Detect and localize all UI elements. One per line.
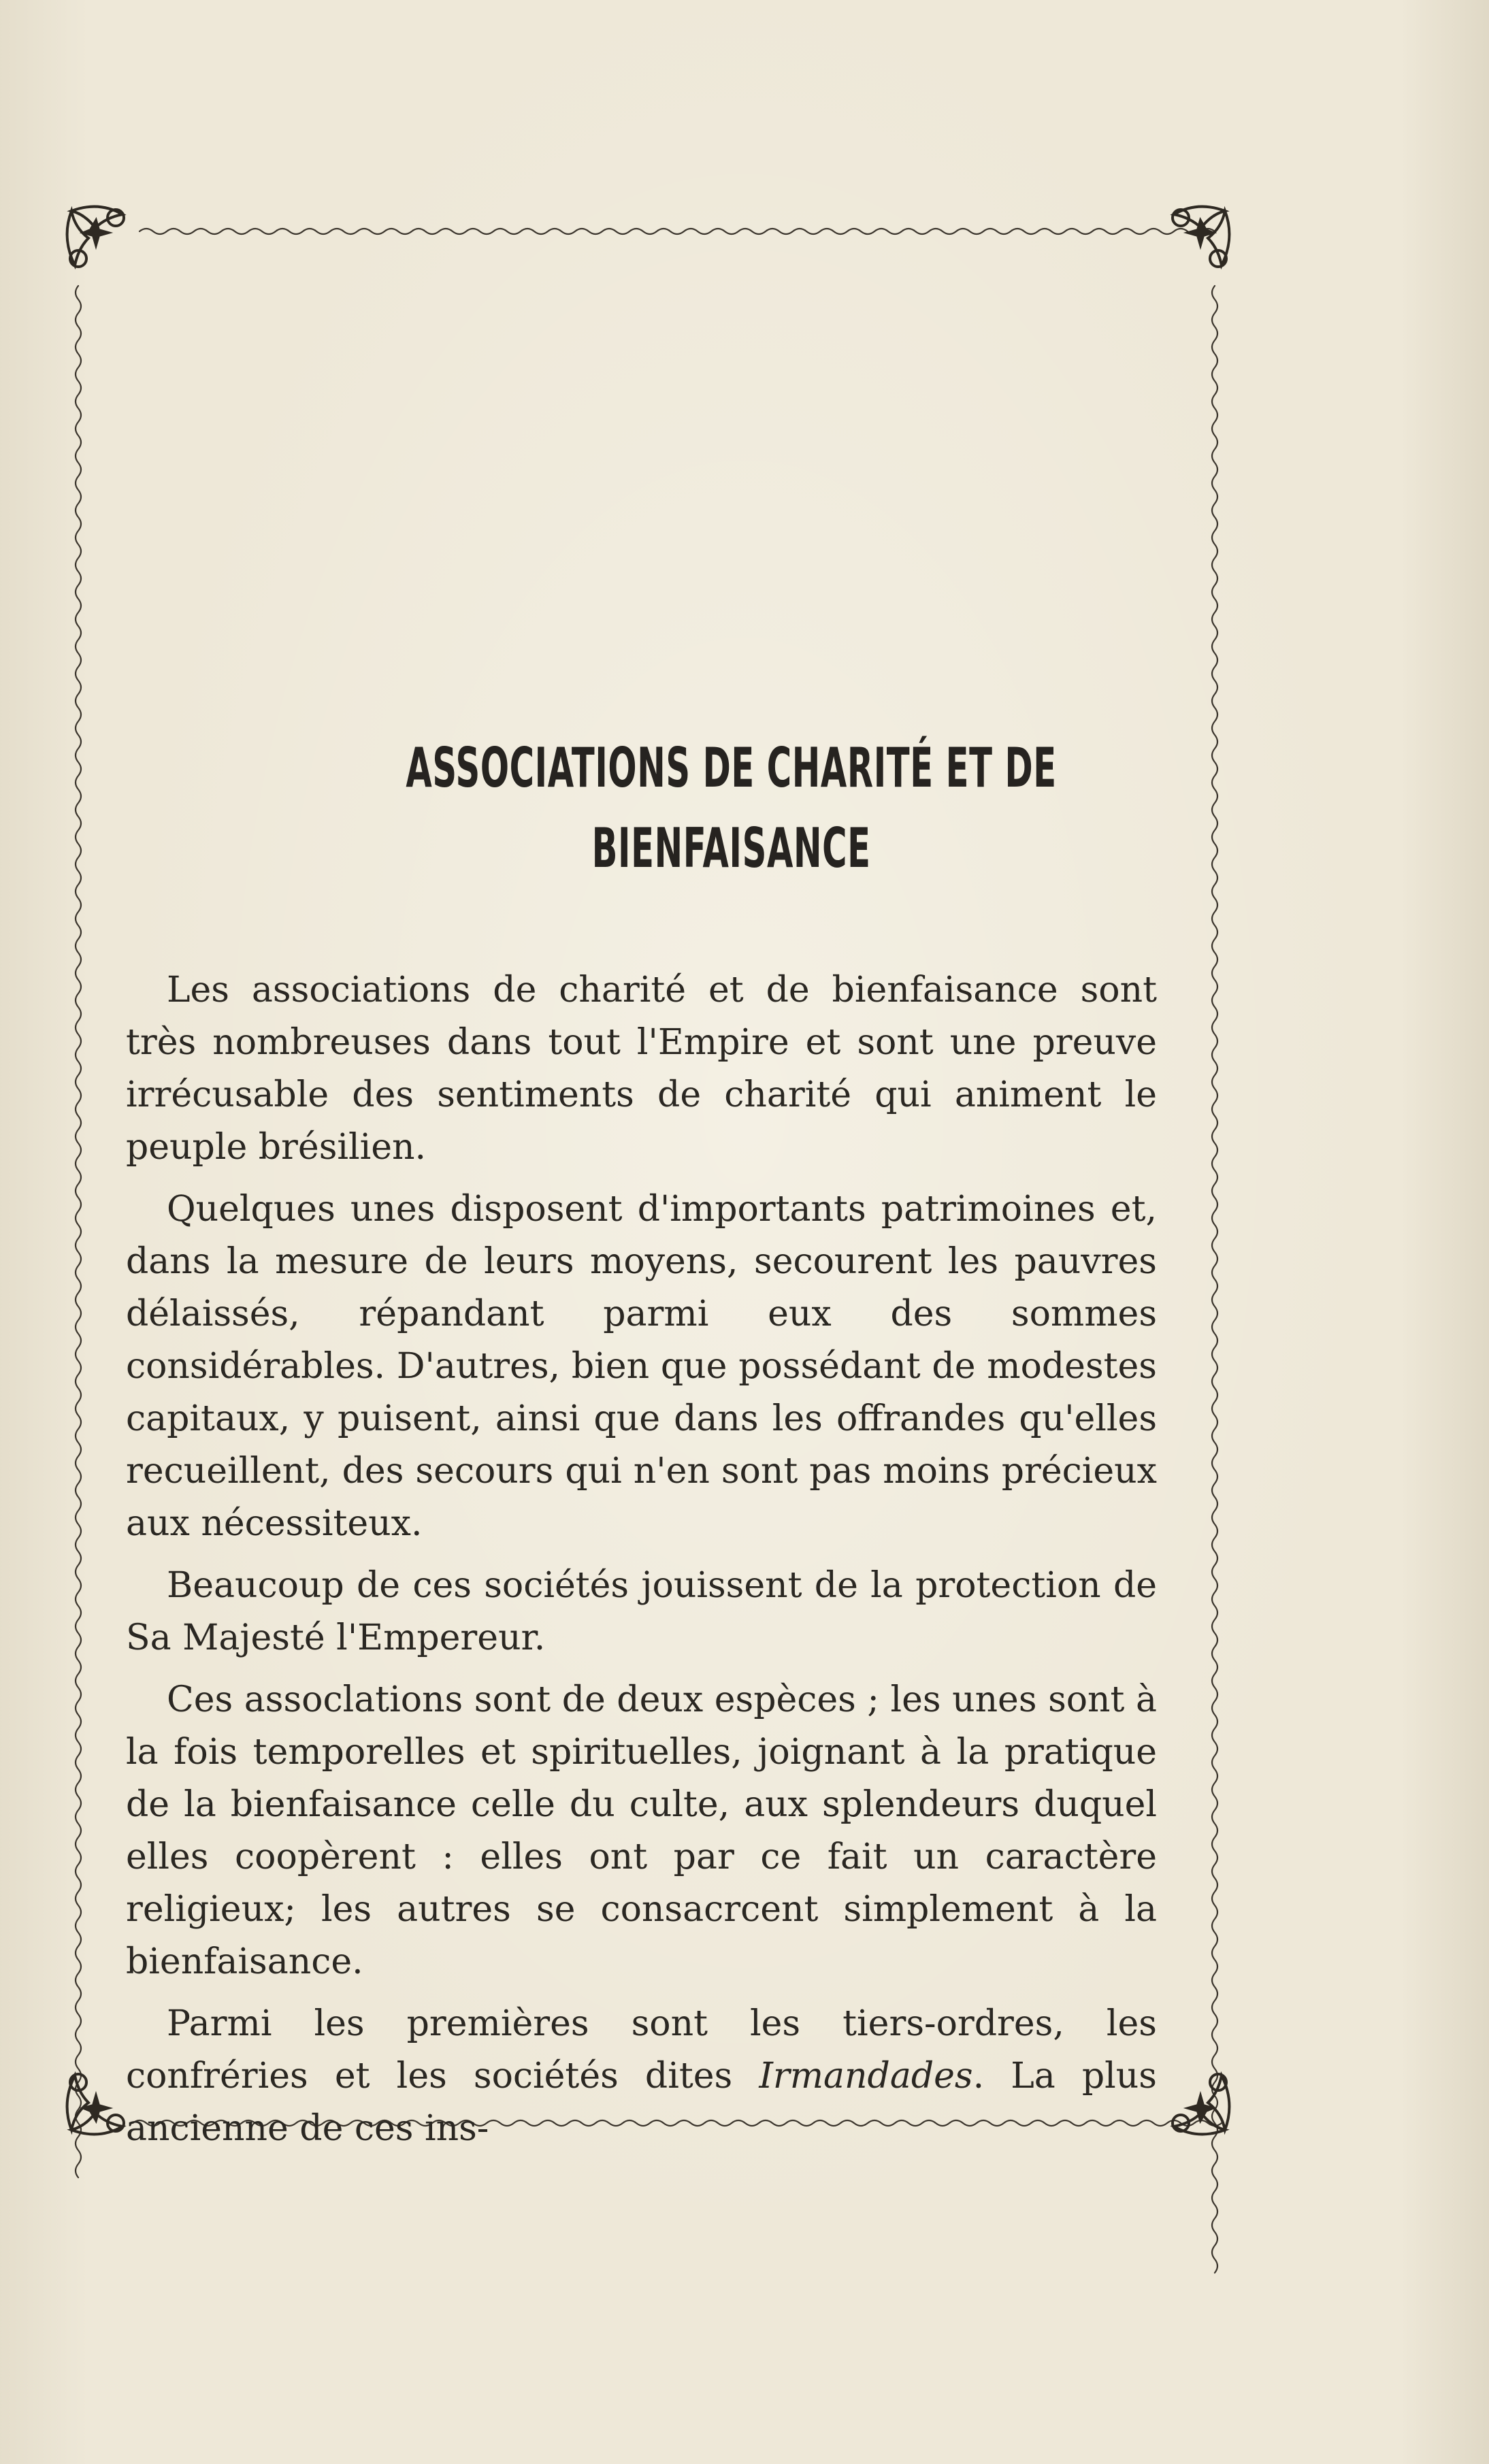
paragraph: Beaucoup de ces sociétés jouissent de la protection de Sa Majesté l'Empereur. bbox=[126, 1565, 1157, 1658]
paragraph: Les associations de charité et de bienfaisance sont très nombreuses dans tout l'Empire et sont une preuve irrécusable des sentiments de charité qui animent le peuple brésilien. bbox=[126, 970, 1157, 1168]
corner-ornament-top-right bbox=[1173, 207, 1229, 267]
corner-ornament-top-left bbox=[67, 207, 124, 267]
right-wavy-rule bbox=[1212, 286, 1217, 2273]
paragraph: Quelques unes disposent d'importants patrimoines et, dans la mesure de leurs moyens, secourent les pauvres délaissés, répandant parmi eux des sommes considérables. D'autres, bien que possédant de modestes capitaux, y puisent, ainsi que dans les offrandes qu'elles recueillent, des secours qui n'en sont pas moins précieux aux nécessiteux. bbox=[126, 1189, 1157, 1544]
paragraph-text: Parmi les premières sont les tiers-ordres, les confréries et les sociétés dites bbox=[126, 2003, 1157, 2097]
corner-ornament-bottom-right bbox=[1173, 2074, 1229, 2134]
paragraph-last bbox=[126, 1998, 1157, 2155]
paragraph-text: . La plus ancienne de ces ins- bbox=[126, 2056, 1157, 2149]
chapter-heading-line-1: ASSOCIATIONS DE CHARITÉ ET DE bbox=[406, 736, 1057, 800]
body-text bbox=[126, 964, 1157, 2165]
paragraph: Ces assoclations sont de deux espèces ; les unes sont à la fois temporelles et spirituelles, joignant à la pratique de la bienfaisance celle du culte, aux splendeurs duquel elles coopèrent : elles ont par ce fait un caractère religieux; les autres se consacrcent simplement à la bienfaisance. bbox=[126, 1679, 1157, 1982]
corner-ornament-bottom-left bbox=[67, 2074, 124, 2134]
left-wavy-rule bbox=[76, 286, 81, 2178]
italic-term: Irmandades bbox=[759, 2056, 973, 2097]
chapter-heading-line-2: BIENFAISANCE bbox=[591, 817, 871, 880]
chapter-heading bbox=[381, 728, 1081, 889]
top-wavy-rule bbox=[140, 229, 1215, 234]
